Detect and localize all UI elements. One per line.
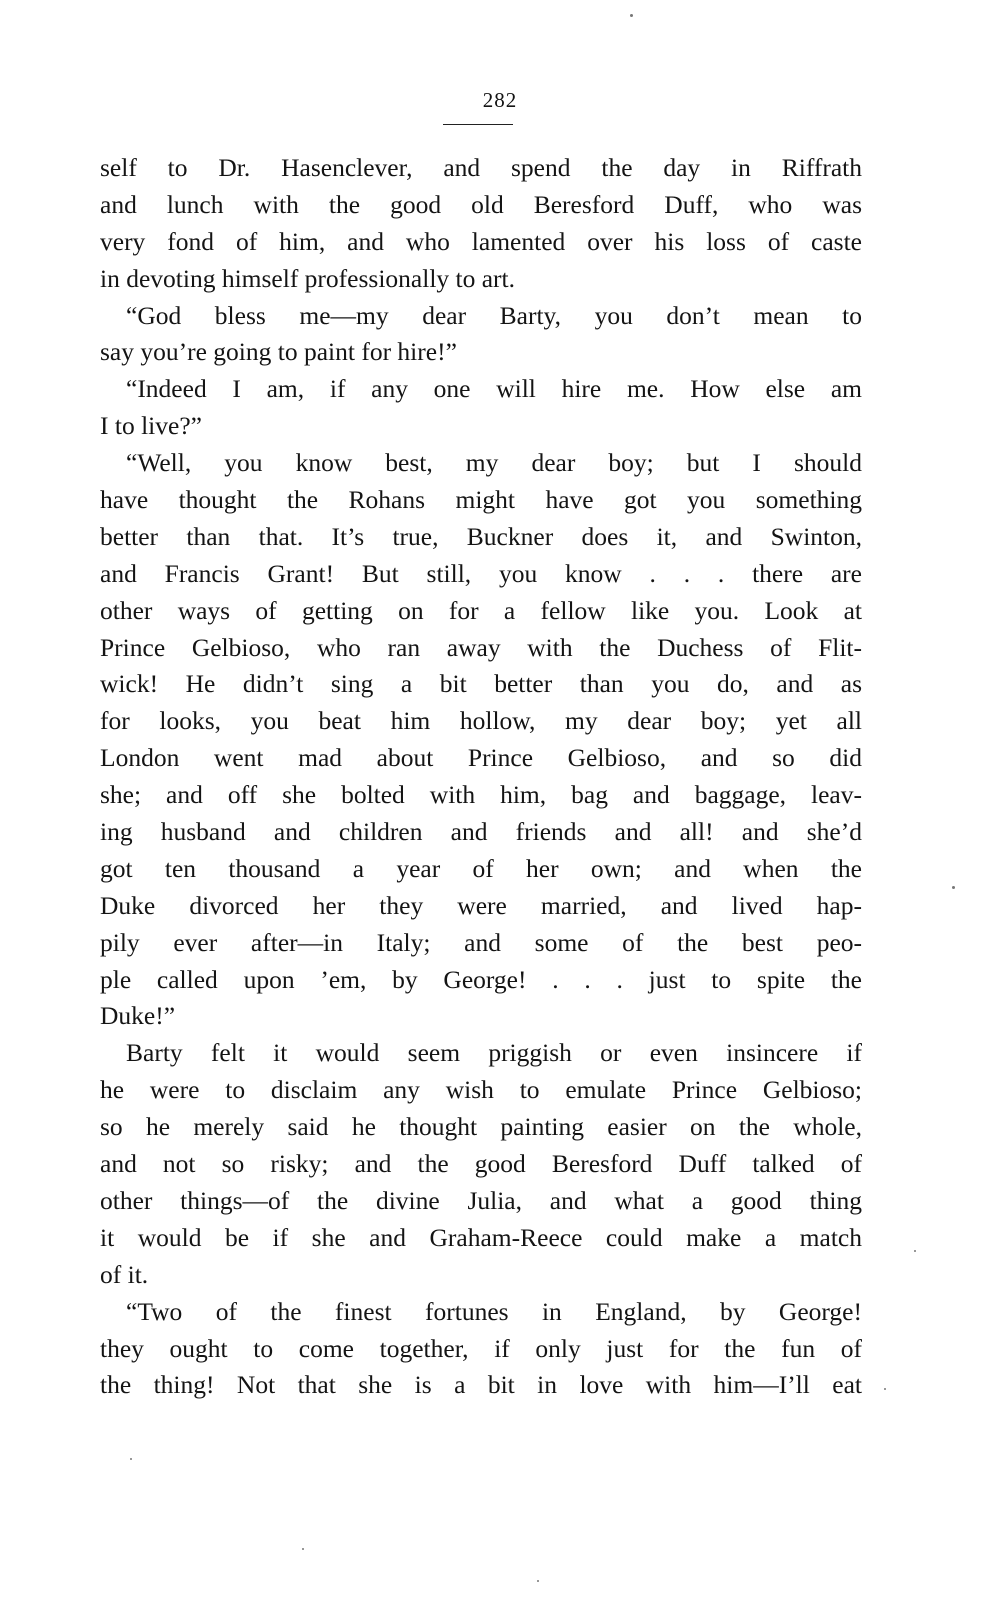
text-line: self to Dr. Hasenclever, and spend the day in Riffrath — [100, 153, 862, 182]
paper-speck — [914, 1250, 916, 1252]
text-line: other ways of getting on for a fellow like you. Look at — [100, 595, 862, 625]
text-line: I to live?” — [100, 411, 202, 441]
text-line: Duke divorced her they were married, and lived hap- — [100, 890, 862, 920]
page-number: 282 — [482, 88, 518, 112]
text-line: Barty felt it would seem priggish or even insincere if — [126, 1038, 862, 1068]
paper-speck — [884, 1388, 886, 1390]
text-line: he were to disclaim any wish to emulate Prince Gelbioso; — [100, 1075, 862, 1105]
text-line: of it. — [100, 1259, 149, 1289]
paper-speck — [130, 1458, 132, 1460]
text-line: and Francis Grant! But still, you know . . . there are — [100, 558, 862, 588]
text-line: have thought the Rohans might have got you something — [100, 485, 862, 515]
text-line: and lunch with the good old Beresford Duff, who was — [100, 189, 862, 219]
text-line: Duke!” — [100, 1001, 176, 1031]
header-rule — [443, 124, 513, 125]
text-line: and not so risky; and the good Beresford Duff talked of — [100, 1149, 862, 1179]
text-line: say you’re going to paint for hire!” — [100, 337, 457, 367]
text-line: other things—of the divine Julia, and what a good thing — [100, 1185, 862, 1215]
text-line: got ten thousand a year of her own; and when the — [100, 853, 862, 883]
text-line: Prince Gelbioso, who ran away with the Duchess of Flit- — [100, 632, 862, 662]
text-line: they ought to come together, if only just for the fun of — [100, 1333, 862, 1363]
text-line: better than that. It’s true, Buckner does it, and Swinton, — [100, 521, 862, 551]
text-line: London went mad about Prince Gelbioso, and so did — [100, 743, 862, 773]
text-line: ing husband and children and friends and all! and she’d — [100, 817, 862, 847]
text-line: so he merely said he thought painting easier on the whole, — [100, 1112, 862, 1142]
text-line: ple called upon ’em, by George! . . . just to spite the — [100, 964, 862, 994]
text-line: it would be if she and Graham-Reece could make a match — [100, 1222, 862, 1252]
text-line: in devoting himself professionally to art. — [100, 263, 516, 293]
text-line: wick! He didn’t sing a bit better than you do, and as — [100, 669, 862, 699]
paper-speck — [952, 886, 955, 889]
text-line: “Two of the finest fortunes in England, by George! — [126, 1296, 862, 1326]
text-line: “God bless me—my dear Barty, you don’t mean to — [126, 300, 862, 330]
paper-speck — [537, 1580, 539, 1582]
text-line: the thing! Not that she is a bit in love with him—I’ll eat — [100, 1370, 862, 1400]
paper-speck — [302, 1548, 304, 1550]
text-line: for looks, you beat him hollow, my dear boy; yet all — [100, 706, 862, 736]
text-line: “Well, you know best, my dear boy; but I should — [126, 448, 862, 478]
text-line: she; and off she bolted with him, bag and baggage, leav- — [100, 780, 862, 810]
body-text — [100, 150, 862, 1404]
paper-speck — [630, 14, 633, 17]
text-line: very fond of him, and who lamented over his loss of caste — [100, 226, 862, 256]
text-line: “Indeed I am, if any one will hire me. How else am — [126, 374, 862, 404]
text-line: pily ever after—in Italy; and some of the best peo- — [100, 927, 862, 957]
